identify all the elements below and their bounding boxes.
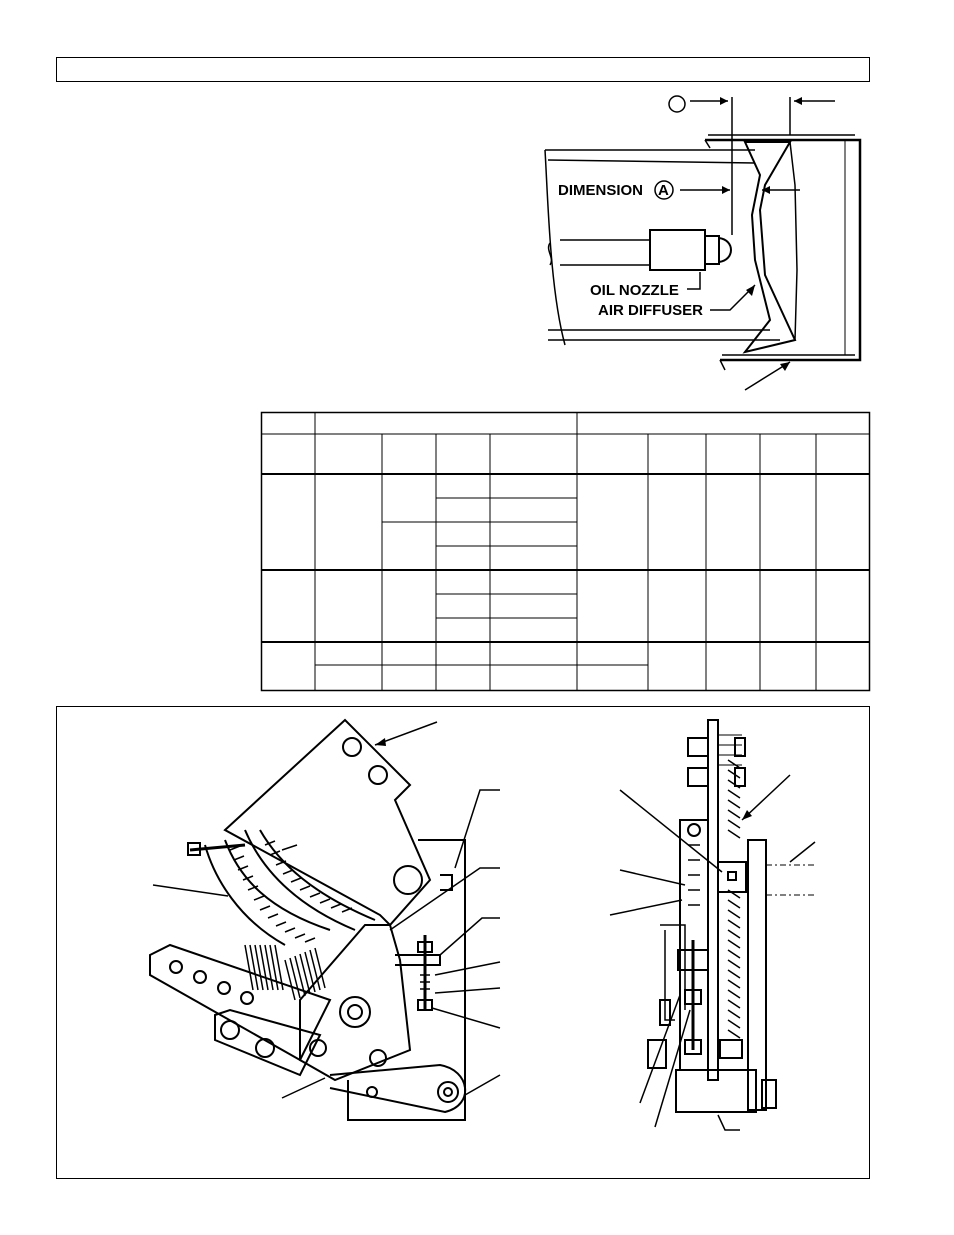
dimension-symbol: A: [658, 182, 669, 199]
dimension-label: DIMENSION: [558, 182, 644, 199]
oil-nozzle-label: OIL NOZZLE: [590, 282, 679, 299]
air-diffuser-label: AIR DIFFUSER: [598, 302, 703, 319]
